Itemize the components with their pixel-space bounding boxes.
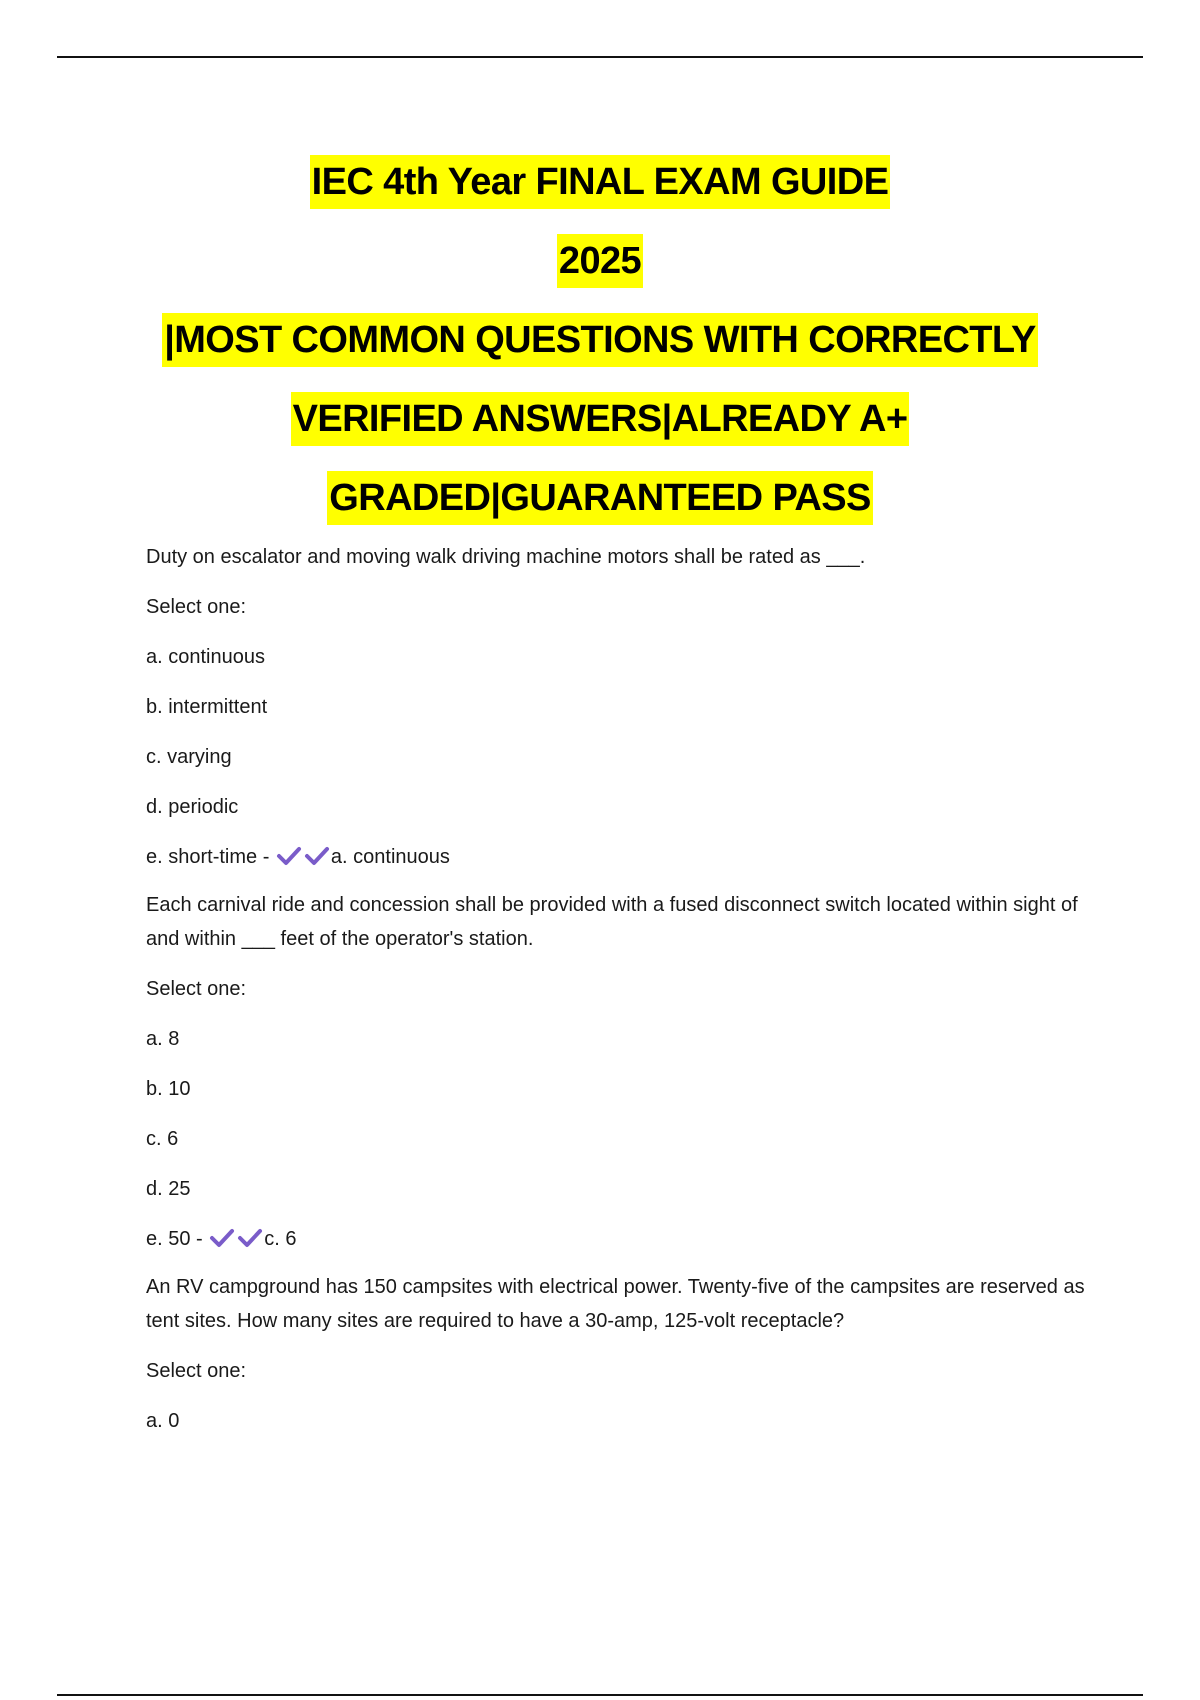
title-line: |MOST COMMON QUESTIONS WITH CORRECTLY: [0, 301, 1200, 380]
title-line: VERIFIED ANSWERS|ALREADY A+: [0, 380, 1200, 459]
question-text: Duty on escalator and moving walk driving machine motors shall be rated as ___.: [146, 546, 866, 568]
answer-option: a. 8: [146, 1028, 180, 1050]
answer-option: e. 50 -: [146, 1228, 203, 1250]
answer-option: b. intermittent: [146, 696, 268, 718]
correct-answer: a. continuous: [330, 846, 450, 868]
question-text: Each carnival ride and concession shall be provided with a fused disconnect switch located within sight of and within ___ feet of the operator's station.: [146, 894, 1078, 950]
answer-option: c. 6: [146, 1128, 179, 1150]
title-line: GRADED|GUARANTEED PASS: [0, 459, 1200, 538]
correct-answer: c. 6: [264, 1228, 297, 1250]
answer-option: d. 25: [146, 1178, 191, 1200]
answer-option: c. varying: [146, 746, 232, 768]
title-line: IEC 4th Year FINAL EXAM GUIDE: [0, 143, 1200, 222]
answer-option: b. 10: [146, 1078, 191, 1100]
answer-option-with-key: [146, 840, 1086, 874]
top-rule: [57, 56, 1143, 58]
question-text: An RV campground has 150 campsites with electrical power. Twenty-five of the campsites are reserved as tent sites. How many sites are required to have a 30-amp, 125-volt receptacle?: [146, 1276, 1085, 1332]
answer-option: a. continuous: [146, 646, 265, 668]
select-one-label: Select one:: [146, 596, 247, 618]
answer-option: a. 0: [146, 1410, 180, 1432]
document-title: [0, 143, 1200, 538]
checkmark-icon: [275, 845, 303, 867]
checkmark-icon: [236, 1227, 264, 1249]
select-one-label: Select one:: [146, 1360, 247, 1382]
checkmark-icon: [208, 1227, 236, 1249]
checkmark-icon: [303, 845, 331, 867]
select-one-label: Select one:: [146, 978, 247, 1000]
answer-option-with-key: [146, 1222, 1086, 1256]
question-list: [146, 540, 1086, 1454]
bottom-rule: [57, 1694, 1143, 1696]
title-line: 2025: [0, 222, 1200, 301]
answer-option: e. short-time -: [146, 846, 270, 868]
answer-option: d. periodic: [146, 796, 239, 818]
